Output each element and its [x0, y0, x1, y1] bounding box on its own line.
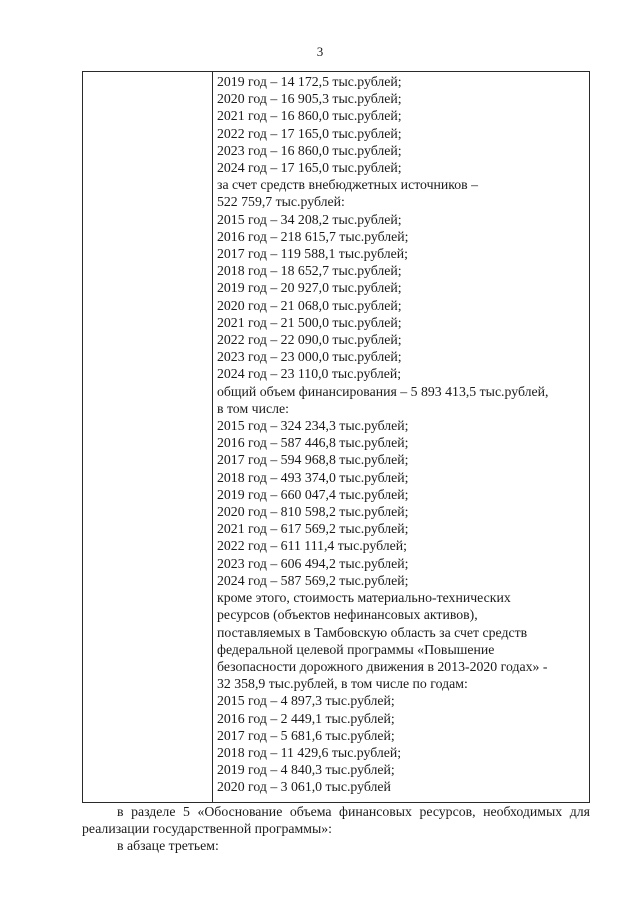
financing-line: безопасности дорожного движения в 2013-2020 годах» -	[217, 658, 548, 674]
financing-line: 2021 год – 16 860,0 тыс.рублей;	[217, 108, 402, 124]
financing-line: ресурсов (объектов нефинансовых активов),	[217, 607, 478, 623]
financing-line: 2024 год – 23 110,0 тыс.рублей;	[217, 366, 402, 382]
amendment-text	[82, 803, 590, 855]
financing-line: 2017 год – 594 968,8 тыс.рублей;	[217, 452, 409, 468]
section-5-paragraph: в разделе 5 «Обоснование объема финансовых ресурсов, необходимых для реализации государственной программы»:	[82, 804, 590, 837]
financing-line: 2022 год – 611 111,4 тыс.рублей;	[217, 538, 407, 554]
financing-line: 2020 год – 3 061,0 тыс.рублей	[217, 779, 391, 795]
financing-line: 2022 год – 17 165,0 тыс.рублей;	[217, 125, 402, 141]
financing-line: 2018 год – 493 374,0 тыс.рублей;	[217, 469, 409, 485]
financing-line: 2020 год – 16 905,3 тыс.рублей;	[217, 91, 402, 107]
financing-line: 2016 год – 2 449,1 тыс.рублей;	[217, 710, 395, 726]
financing-line: 2021 год – 21 500,0 тыс.рублей;	[217, 314, 402, 330]
financing-line: 2023 год – 16 860,0 тыс.рублей;	[217, 142, 402, 158]
financing-line: 2017 год – 5 681,6 тыс.рублей;	[217, 727, 395, 743]
financing-line: 2023 год – 606 494,2 тыс.рублей;	[217, 555, 409, 571]
financing-details-cell	[217, 73, 585, 796]
financing-line: 2020 год – 21 068,0 тыс.рублей;	[217, 297, 402, 313]
financing-line: 2021 год – 617 569,2 тыс.рублей;	[217, 521, 409, 537]
financing-line: в том числе:	[217, 400, 289, 416]
financing-line: 2018 год – 11 429,6 тыс.рублей;	[217, 744, 402, 760]
financing-line: 2023 год – 23 000,0 тыс.рублей;	[217, 349, 402, 365]
financing-line: 2018 год – 18 652,7 тыс.рублей;	[217, 263, 402, 279]
financing-line: 2024 год – 17 165,0 тыс.рублей;	[217, 160, 402, 176]
financing-line: 2020 год – 810 598,2 тыс.рублей;	[217, 504, 409, 520]
financing-line: кроме этого, стоимость материально-технических	[217, 590, 511, 606]
financing-line: 2015 год – 34 208,2 тыс.рублей;	[217, 211, 402, 227]
financing-table	[82, 71, 590, 803]
financing-line: 2022 год – 22 090,0 тыс.рублей;	[217, 332, 402, 348]
financing-line: 2019 год – 660 047,4 тыс.рублей;	[217, 486, 409, 502]
financing-line: федеральной целевой программы «Повышение	[217, 641, 495, 657]
third-paragraph-note: в абзаце третьем:	[117, 838, 219, 854]
financing-line: 2016 год – 218 615,7 тыс.рублей;	[217, 228, 409, 244]
column-divider	[212, 72, 213, 802]
financing-line: общий объем финансирования – 5 893 413,5 тыс.рублей,	[217, 383, 549, 399]
page-number: 3	[316, 44, 324, 59]
financing-line: 2019 год – 20 927,0 тыс.рублей;	[217, 280, 402, 296]
financing-line: 2016 год – 587 446,8 тыс.рублей;	[217, 435, 409, 451]
financing-line: 2015 год – 4 897,3 тыс.рублей;	[217, 693, 395, 709]
financing-line: за счет средств внебюджетных источников –	[217, 177, 479, 193]
financing-line: поставляемых в Тамбовскую область за счет средств	[217, 624, 528, 640]
financing-line: 32 358,9 тыс.рублей, в том числе по годам:	[217, 676, 468, 692]
financing-line: 2019 год – 14 172,5 тыс.рублей;	[217, 74, 402, 89]
financing-line: 2015 год – 324 234,3 тыс.рублей;	[217, 418, 409, 434]
financing-line: 2019 год – 4 840,3 тыс.рублей;	[217, 762, 395, 778]
financing-line: 2024 год – 587 569,2 тыс.рублей;	[217, 572, 409, 588]
financing-line: 522 759,7 тыс.рублей:	[217, 194, 345, 210]
financing-line: 2017 год – 119 588,1 тыс.рублей;	[217, 246, 409, 262]
